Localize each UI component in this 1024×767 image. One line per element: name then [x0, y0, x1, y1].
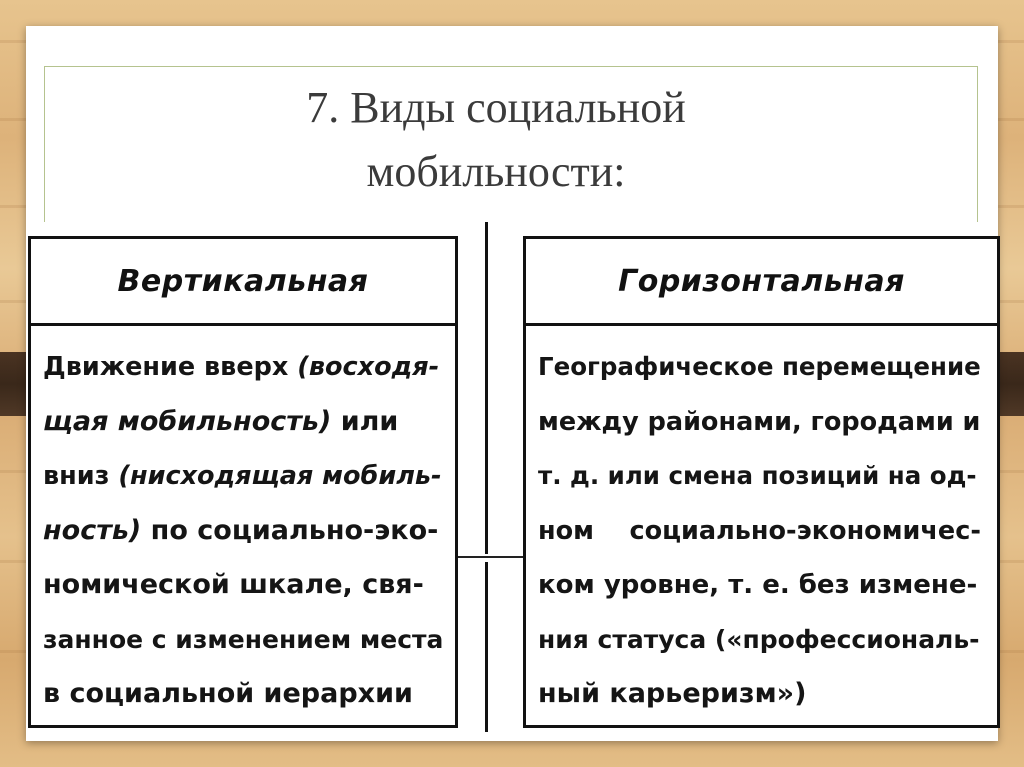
vertical-line-3: вниз (нисходящая мобиль- — [43, 461, 442, 491]
vertical-mobility-box — [28, 236, 458, 728]
horizontal-line-3: т. д. или смена позиций на од- — [538, 461, 977, 490]
vertical-description — [31, 326, 455, 722]
vertical-line-5: номической шкале, свя- — [43, 569, 424, 600]
horizontal-line-5: ком уровне, т. е. без измене- — [538, 570, 978, 600]
horizontal-line-6: ния статуса («профессиональ- — [538, 624, 980, 654]
vertical-line-1: Движение вверх (восходя- — [43, 352, 440, 382]
horizontal-line-1: Географическое перемещение — [538, 352, 981, 381]
horizontal-description — [526, 326, 997, 722]
title-line-1: 7. Виды социальной — [306, 83, 686, 132]
divider-line — [485, 222, 488, 554]
connector-line — [454, 556, 524, 558]
vertical-line-6: занное с изменением места — [43, 624, 444, 654]
horizontal-line-7: ный карьеризм») — [538, 678, 807, 709]
vertical-line-4: ность) по социально-эко- — [43, 514, 439, 546]
slide-title — [136, 76, 856, 204]
mobility-table — [26, 222, 998, 732]
vertical-line-2: щая мобильность) или — [43, 405, 399, 437]
title-line-2: мобильности: — [366, 147, 626, 196]
vertical-heading: Вертикальная — [31, 239, 455, 326]
vertical-line-7: в социальной иерархии — [43, 678, 413, 709]
divider-line-lower — [485, 562, 488, 732]
horizontal-mobility-box — [523, 236, 1000, 728]
horizontal-heading: Горизонтальная — [526, 239, 997, 326]
horizontal-line-4: ном социально-экономичес- — [538, 515, 981, 546]
horizontal-line-2: между районами, городами и — [538, 406, 981, 437]
slide — [26, 26, 998, 741]
